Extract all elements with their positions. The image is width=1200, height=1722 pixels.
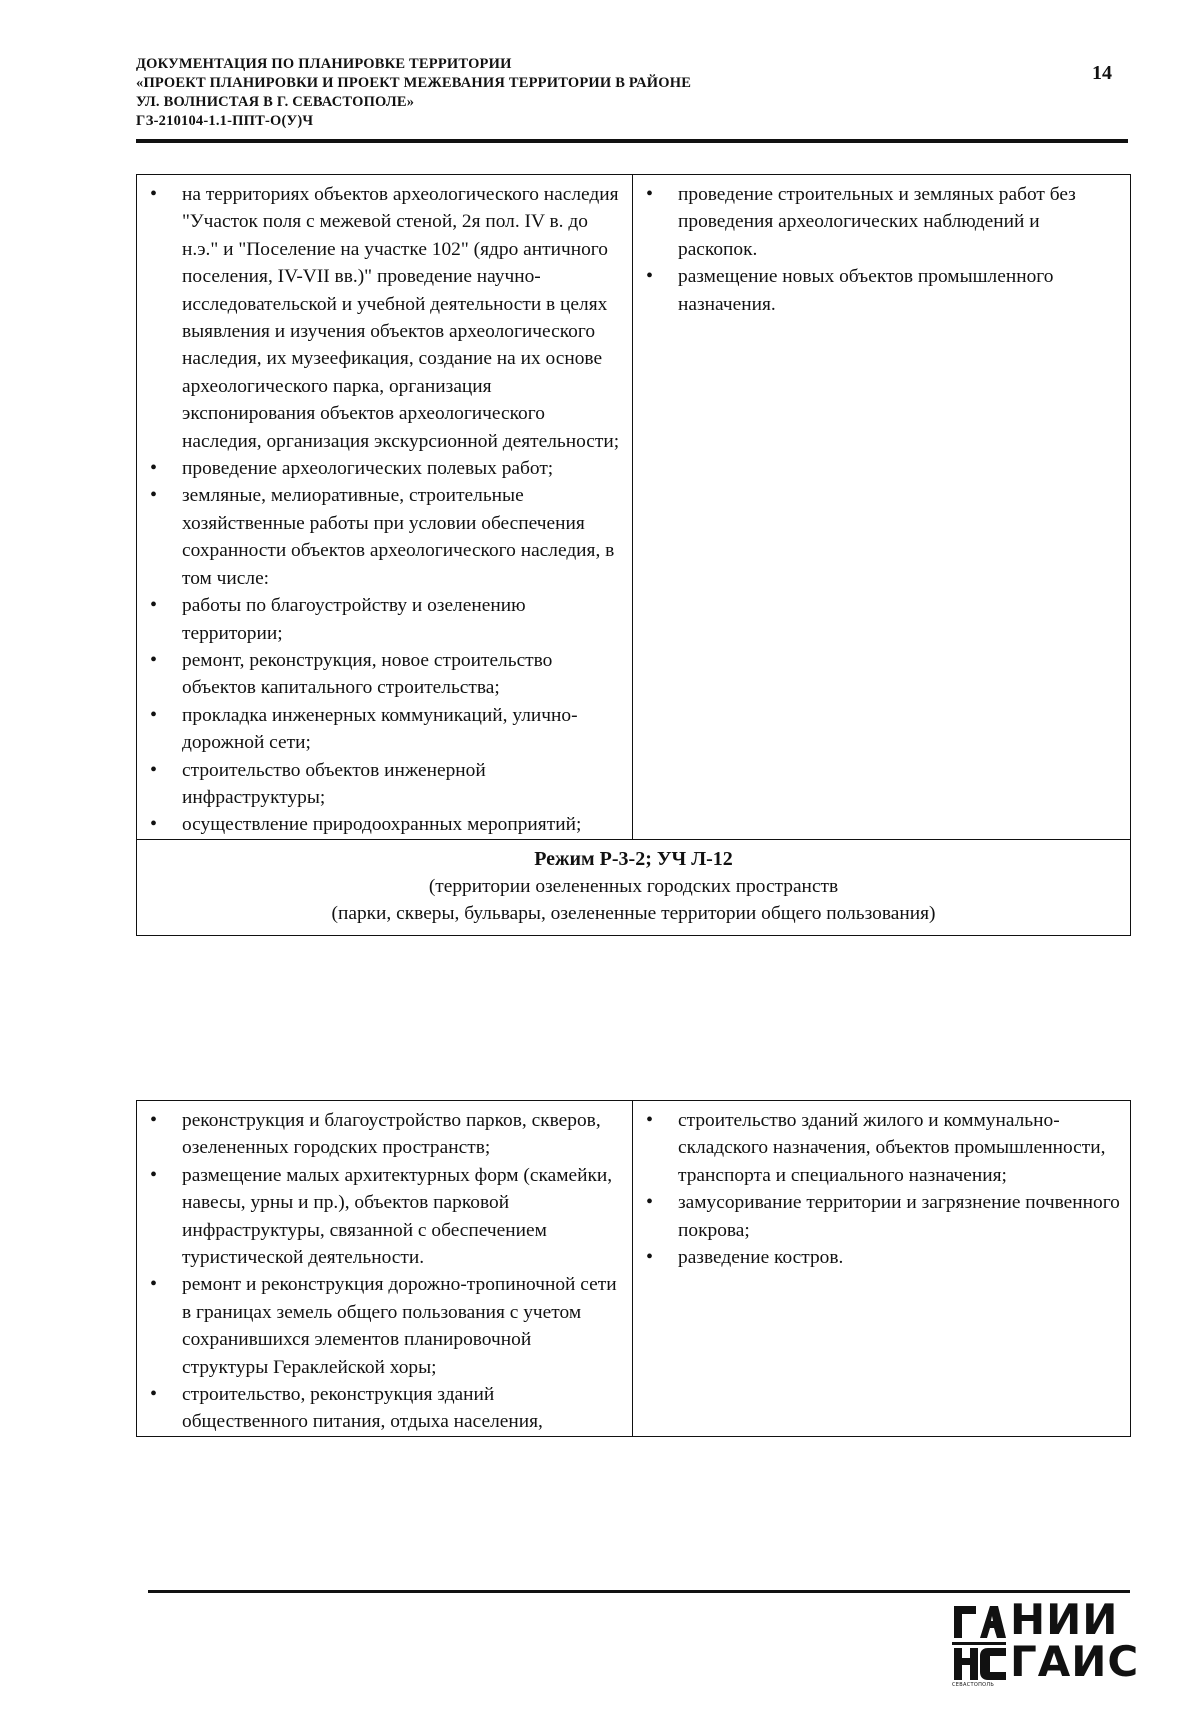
header-line-3: УЛ. ВОЛНИСТАЯ В Г. СЕВАСТОПОЛЕ» (136, 94, 415, 110)
regulations-table-top (136, 174, 1131, 936)
list-item: • строительство зданий жилого и коммунально-складского назначения, объектов промышленности, транспорта и специального назначения; (678, 1107, 1120, 1189)
header-divider (136, 139, 1128, 143)
prohibited-activities-list (633, 1101, 1130, 1271)
document-header (136, 55, 996, 131)
list-item: • прокладка инженерных коммуникаций, улично-дорожной сети; (182, 702, 622, 757)
logo-caption: СЕВАСТОПОЛЬ (952, 1682, 995, 1688)
list-item: • работы по благоустройству и озеленению территории; (182, 592, 622, 647)
regulations-table-bottom (136, 1100, 1131, 1437)
regime-header-row (137, 839, 1131, 935)
list-item: • ремонт и реконструкция дорожно-тропиночной сети в границах земель общего пользования с учетом сохранившихся элементов планировочной структуры Гераклейской хоры; (182, 1271, 622, 1381)
header-document-code: ГЗ-210104-1.1-ППТ-О(У)Ч (136, 113, 314, 129)
list-item: • строительство объектов инженерной инфраструктуры; (182, 757, 622, 812)
list-item: • реконструкция и благоустройство парков, скверов, озелененных городских пространств; (182, 1107, 622, 1162)
footer-divider (148, 1590, 1130, 1593)
list-item: • разведение костров. (678, 1244, 1120, 1271)
regime-title: Режим Р-3-2; УЧ Л-12 (534, 847, 733, 870)
list-item: • земляные, мелиоративные, строительные хозяйственные работы при условии обеспечения сохранности объектов археологического наследия, в том числе: (182, 482, 622, 592)
list-item: • размещение малых архитектурных форм (скамейки, навесы, урны и пр.), объектов парковой инфраструктуры, связанной с обеспечением туристической деятельности. (182, 1162, 622, 1272)
regime-header-cell (137, 839, 1131, 935)
prohibited-activities-cell (633, 175, 1131, 840)
prohibited-activities-cell (633, 1101, 1131, 1437)
header-line-2: «ПРОЕКТ ПЛАНИРОВКИ И ПРОЕКТ МЕЖЕВАНИЯ ТЕРРИТОРИИ В РАЙОНЕ (136, 75, 692, 91)
list-item: • осуществление природоохранных мероприятий; (182, 811, 622, 838)
permitted-activities-list (137, 175, 632, 839)
nii-gais-logo (952, 1595, 1140, 1690)
permitted-activities-cell (137, 1101, 633, 1437)
list-item: • проведение археологических полевых работ; (182, 455, 622, 482)
list-item: • ремонт, реконструкция, новое строительство объектов капитального строительства; (182, 647, 622, 702)
logo-text-line-2: ГАИС (1010, 1637, 1140, 1686)
table-row (137, 175, 1131, 840)
list-item: • размещение новых объектов промышленного назначения. (678, 263, 1120, 318)
permitted-activities-cell (137, 175, 633, 840)
regime-subtitle-detail: (парки, скверы, бульвары, озелененные территории общего пользования) (331, 902, 936, 924)
prohibited-activities-list (633, 175, 1130, 318)
header-line-1: ДОКУМЕНТАЦИЯ ПО ПЛАНИРОВКЕ ТЕРРИТОРИИ (136, 56, 512, 72)
logo-text-line-1: НИИ (1010, 1595, 1119, 1644)
list-item: • проведение строительных и земляных работ без проведения археологических наблюдений и раскопок. (678, 181, 1120, 263)
list-item: • на территориях объектов археологического наследия "Участок поля с межевой стеной, 2я пол. IV в. до н.э." и "Поселение на участке 102" (ядро античного поселения, IV-VII вв.)" проведение научно-исследовательской и учебной деятельности в целях выявления и изучения объектов археологического наследия, их музеефикация, создание на их основе археологического парка, организация экспонирования объектов археологического наследия, организация экскурсионной деятельности; (182, 181, 622, 455)
page-number: 14 (1092, 62, 1112, 84)
list-item: • замусоривание территории и загрязнение почвенного покрова; (678, 1189, 1120, 1244)
list-item: • строительство, реконструкция зданий общественного питания, отдыха населения, (182, 1381, 622, 1436)
permitted-activities-list (137, 1101, 632, 1436)
regime-subtitle: (территории озелененных городских пространств (428, 875, 839, 897)
table-row (137, 1101, 1131, 1437)
logo-mark-icon (952, 1602, 1006, 1682)
